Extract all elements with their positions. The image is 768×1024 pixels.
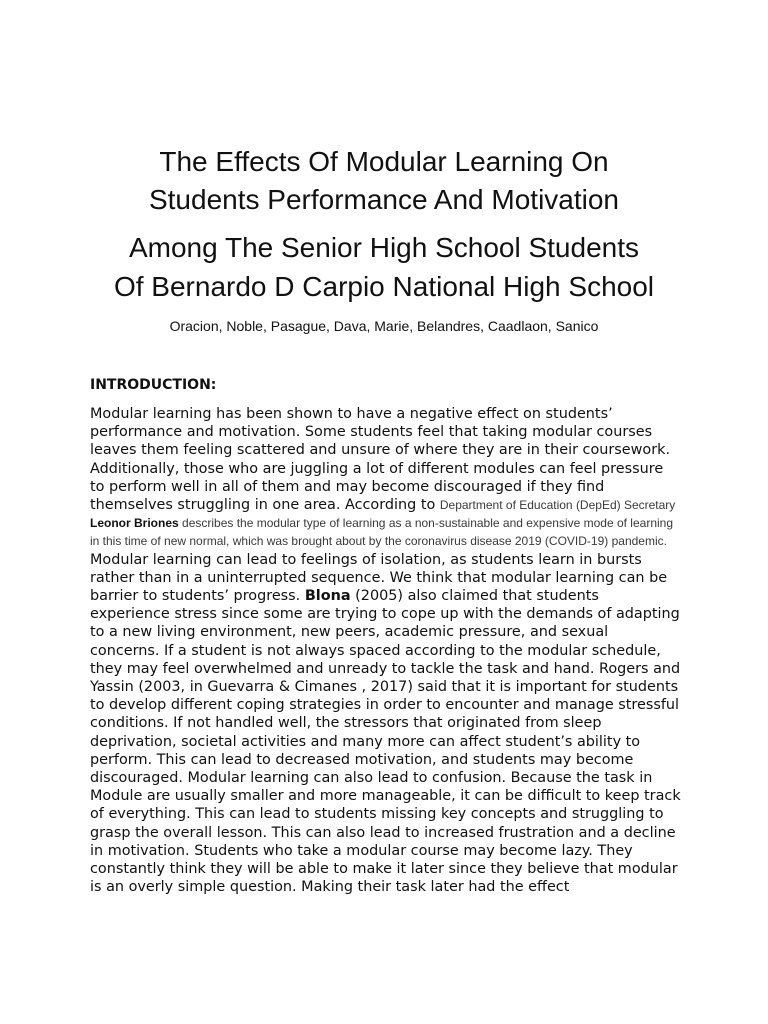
body-text-run: Modular learning can lead to feelings of isolation, as students learn in bursts rather than in a uninterrupted sequence. We think that modular learning can be barrier to students’ progress. [90, 551, 668, 605]
subtitle-line: Among The Senior High School Students [128, 232, 639, 263]
document-subtitle [60, 228, 708, 306]
title-line: The Effects Of Modular Learning On [159, 146, 609, 177]
quote-name: Leonor Briones [90, 516, 179, 531]
author-list: Oracion, Noble, Pasague, Dava, Marie, Belandres, Caadlaon, Sanico [169, 318, 599, 334]
introduction-body [90, 405, 682, 896]
body-text-run: Modular learning has been shown to have a negative effect on students’ performance and motivation. Some students feel that taking modular courses leaves them feeling scattered and unsure of where they are in their coursework. Additionally, those who are juggling a lot of different modules can feel pressure to perform well in all of them and may become discouraged if they find themselves struggling in one area. According to [90, 406, 671, 514]
quote-text: Department of Education (DepEd) Secretary [439, 498, 676, 513]
title-line: Students Performance And Motivation [148, 184, 620, 215]
body-text-run: (2005) also claimed that students experience stress since some are trying to cope up with the demands of adapting to a new living environment, new peers, academic pressure, and sexual concerns. If a student is not always spaced according to the modular schedule, they may feel overwhelmed and unready to tackle the task and hand. Rogers and Yassin (2003, in Guevarra & Cimanes , 2017) said that it is important for students to develop different coping strategies in order to encounter and manage stressful conditions. If not handled well, the stressors that originated from sleep deprivation, societal activities and many more can affect student’s ability to perform. This can lead to decreased motivation, and students may become discouraged. Modular learning can also lead to confusion. Because the task in Module are usually smaller and more manageable, it can be difficult to keep track of everything. This can lead to students missing key concepts and struggling to grasp the overall lesson. This can also lead to increased frustration and a decline in motivation. Students who take a modular course may become lazy. They constantly think they will be able to make it later since they believe that modular is an overly simple question. Making their task later had the effect [90, 588, 681, 896]
quote-text: describes the modular type of learning as a non-sustainable and expensive mode of learning in this time of new normal, which was brought about by the coronavirus disease 2019 (COVID-19) pandemic. [90, 516, 674, 549]
section-heading-introduction: INTRODUCTION: [90, 377, 217, 393]
citation-name: Blona [304, 588, 351, 605]
subtitle-line: Of Bernardo D Carpio National High School [113, 271, 655, 302]
document-title [60, 143, 708, 219]
